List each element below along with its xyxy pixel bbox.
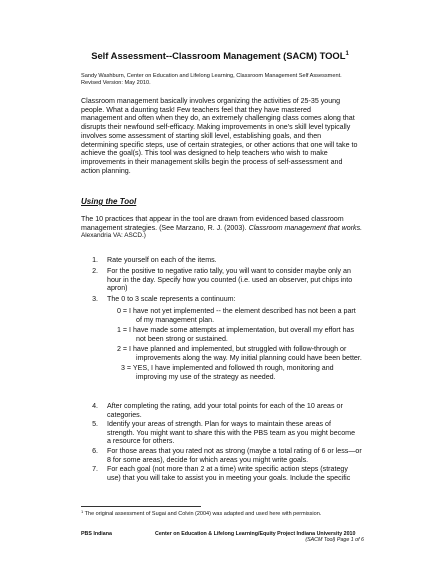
intro-line: management and often when they do, an extremely challenging class comes along that xyxy=(81,114,355,123)
intro-line: determining specific steps, use of certain strategies, or other actions that one will take to xyxy=(81,140,358,149)
step-number: 1. xyxy=(92,256,98,264)
scale-list xyxy=(117,307,377,397)
scale-line: 0 = I have not yet implemented -- the element described has not been a part xyxy=(117,307,356,315)
step-number: 2. xyxy=(92,267,98,275)
intro-line: improvements in their management skills begin the process of self-assessment and xyxy=(81,157,343,166)
intro-line: achieve the goal(s). This tool was designed to help teachers who wish to make xyxy=(81,149,328,158)
scale-line: improving my use of the strategy as needed. xyxy=(136,372,276,381)
title-text: Self Assessment--Classroom Management (SACM) TOOL xyxy=(91,50,346,61)
step-text xyxy=(107,420,367,446)
step-line: For each goal (not more than 2 at a time) write specific action steps (strategy xyxy=(107,465,348,473)
scale-item xyxy=(117,345,387,362)
step-line: For the positive to negative ratio tally, you will want to consider maybe only an xyxy=(107,267,351,275)
citation-book-title: Classroom management that works. xyxy=(248,223,363,232)
using-line: The 10 practices that appear in the tool are drawn from evidenced based classroom xyxy=(81,215,344,223)
step-number: 6. xyxy=(92,447,98,455)
intro-line: Classroom management basically involves organizing the activities of 25-35 young xyxy=(81,97,341,105)
using-line xyxy=(81,224,371,233)
step-line: Identify your areas of strength. Plan for ways to maintain these areas of xyxy=(107,420,331,428)
footnote xyxy=(81,509,321,517)
step-line: apron) xyxy=(107,284,128,293)
scale-line: not been strong or sustained. xyxy=(136,334,228,343)
scale-line: 1 = I have made some attempts at implementation, but overall my effort has xyxy=(117,326,355,334)
step-line: strength. You might want to share this with the PBS team as you might become xyxy=(107,428,356,437)
step-text: Rate yourself on each of the items. xyxy=(107,256,217,264)
step-text xyxy=(107,267,367,293)
footnote-mark: 1 xyxy=(81,509,84,514)
step-number: 4. xyxy=(92,402,98,410)
step-number: 5. xyxy=(92,420,98,428)
step-line: For those areas that you rated not as strong (maybe a total rating of 6 or less—or xyxy=(107,447,362,455)
scale-line: 2 = I have planned and implemented, but struggled with follow-through or xyxy=(117,345,347,353)
step-number: 7. xyxy=(92,465,98,473)
step-line: a resource for others. xyxy=(107,437,175,446)
scale-line: improvements along the way. My initial planning could have been better. xyxy=(136,353,362,362)
scale-item xyxy=(117,326,387,343)
author-block xyxy=(81,73,342,87)
footnote-text: The original assessment of Sugai and Colvin (2004) was adapted and used here with permission. xyxy=(83,511,322,517)
intro-line: action planning. xyxy=(81,166,131,175)
footer-center: Center on Education & Lifelong Learning/Equity Project Indiana University 2010 xyxy=(155,531,356,537)
scale-item xyxy=(117,307,387,324)
step-line: categories. xyxy=(107,410,142,419)
step-text xyxy=(107,447,367,464)
section-heading: Using the Tool xyxy=(81,197,137,206)
step-text xyxy=(107,465,367,482)
step-text: The 0 to 3 scale represents a continuum: xyxy=(107,295,236,303)
intro-paragraph xyxy=(81,97,371,175)
scale-line: of my management plan. xyxy=(136,315,215,324)
scale-line: 3 = YES, I have implemented and followed th rough, monitoring and xyxy=(121,364,334,372)
footer-left: PBS Indiana xyxy=(81,531,112,537)
step-line: After completing the rating, add your total points for each of the 10 areas or xyxy=(107,402,343,410)
author-line: Sandy Washburn, Center on Education and Lifelong Learning, Classroom Management Self Assessment. xyxy=(81,73,342,79)
scale-item xyxy=(121,364,391,381)
revised-line: Revised Version: May 2010. xyxy=(81,80,151,86)
step-line: hour in the day. Specify how you counted (i.e. used an observer, put chips into xyxy=(107,275,353,284)
steps-list-continued xyxy=(81,402,371,502)
intro-line: disrupts their newfound self-efficacy. Making improvements in one’s skill level typically xyxy=(81,123,351,132)
step-text xyxy=(107,402,367,419)
document-title xyxy=(0,50,440,61)
intro-line: people. What a daunting task! Few teachers feel that they have mastered xyxy=(81,105,311,114)
title-footnote-mark: 1 xyxy=(345,51,349,57)
step-number: 3. xyxy=(92,295,98,303)
citation-text: management strategies. (See Marzano, R. J. (2003). xyxy=(81,223,249,232)
page-number: (SACM Tool) Page 1 of 6 xyxy=(305,537,364,543)
using-line: Alexandria VA: ASCD.) xyxy=(81,232,146,240)
step-line: 8 for some areas), decide for which areas you might write goals. xyxy=(107,455,309,464)
using-paragraph xyxy=(81,215,371,241)
step-line: use) that you will take to assist you in meeting your goals. Include the specific xyxy=(107,473,351,482)
footnote-divider xyxy=(81,506,201,507)
intro-line: involves some assessment of starting skill level, establishing goals, and then xyxy=(81,131,322,140)
